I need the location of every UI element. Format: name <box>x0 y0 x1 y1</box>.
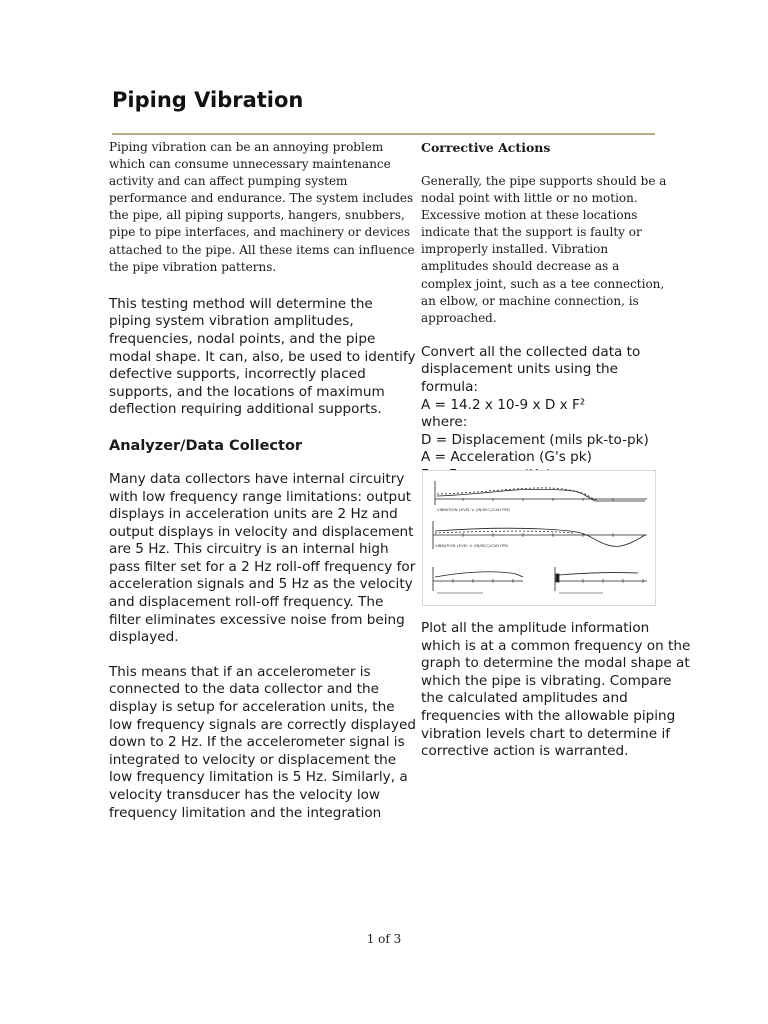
plot-1 <box>435 481 647 505</box>
plot-1-caption: VIBRATION LEVEL V. (IN/SEC)/CAD PPD <box>437 507 510 512</box>
analyzer-paragraph-1: Many data collectors have internal circuitry with low frequency range limitations: output displays in acceleration units are 2 Hz and output displays in velocity and displacement are 5 Hz. This circuitry is an internal high pass filter set for a 2 Hz roll-off frequency for acceleration signals and 5 Hz as the velocity and displacement roll-off frequency. The filter eliminates excessive noise from being displayed. <box>109 470 416 646</box>
page-title: Piping Vibration <box>112 88 304 112</box>
analyzer-paragraph-2: This means that if an accelerometer is connected to the data collector and the display is setup for acceleration units, the low frequency signals are correctly displayed down to 2 Hz. If the accelerometer signal is integrated to velocity or displacement the low frequency limitation is 5 Hz. Similarly, a velocity transducer has the velocity low frequency limitation and the integration <box>109 663 416 821</box>
vibration-plots-drawing <box>423 471 655 605</box>
vibration-plots-figure <box>422 470 656 606</box>
plot-2-caption: VIBRATION LEVEL V. (IN/SEC)/CAD PPD <box>435 543 508 548</box>
plot-3-left <box>433 567 523 593</box>
plot-3-right <box>555 567 647 593</box>
title-divider <box>112 133 655 135</box>
intro-paragraph: Piping vibration can be an annoying problem which can consume unnecessary maintenance activity and can affect pumping system performance and endurance. The system includes the pipe, all piping supports, hangers, snubbers, pipe to pipe interfaces, and machinery or devices attached to the pipe. All these items can influence the pipe vibration patterns. <box>109 140 415 274</box>
testing-method-paragraph: This testing method will determine the piping system vibration amplitudes, frequencies, nodal points, and the pipe modal shape. It can, also, be used to identify defective supports, incorrectly placed supports, and the locations of maximum deflection requiring additional supports. <box>109 295 416 418</box>
where-line: where: <box>421 414 468 431</box>
corrective-paragraph: Generally, the pipe supports should be a nodal point with little or no motion. Excessive motion at these locations indicate that the support is faulty or improperly installed. Vibration amplitudes should decrease as a complex joint, such as a tee connection, an elbow, or machine connection, is approached. <box>421 174 667 325</box>
corrective-actions-heading: Corrective Actions <box>421 140 551 155</box>
analyzer-heading: Analyzer/Data Collector <box>109 437 303 454</box>
formula-line: A = 14.2 x 10-9 x D x F² <box>421 396 586 413</box>
left-column <box>109 139 419 822</box>
convert-paragraph: Convert all the collected data to displacement units using the formula: <box>421 343 641 396</box>
right-column <box>421 139 671 485</box>
plot-paragraph-block <box>421 620 693 761</box>
definition-displacement: D = Displacement (mils pk-to-pk) <box>421 431 649 448</box>
plot-paragraph: Plot all the amplitude information which is at a common frequency on the graph to determine the modal shape at which the pipe is vibrating. Compare the calculated amplitudes and frequencies with the allowable piping vibration levels chart to determine if corrective action is warranted. <box>421 620 691 760</box>
definition-acceleration: A = Acceleration (G's pk) <box>421 449 592 466</box>
page-indicator: 1 of 3 <box>366 932 402 946</box>
